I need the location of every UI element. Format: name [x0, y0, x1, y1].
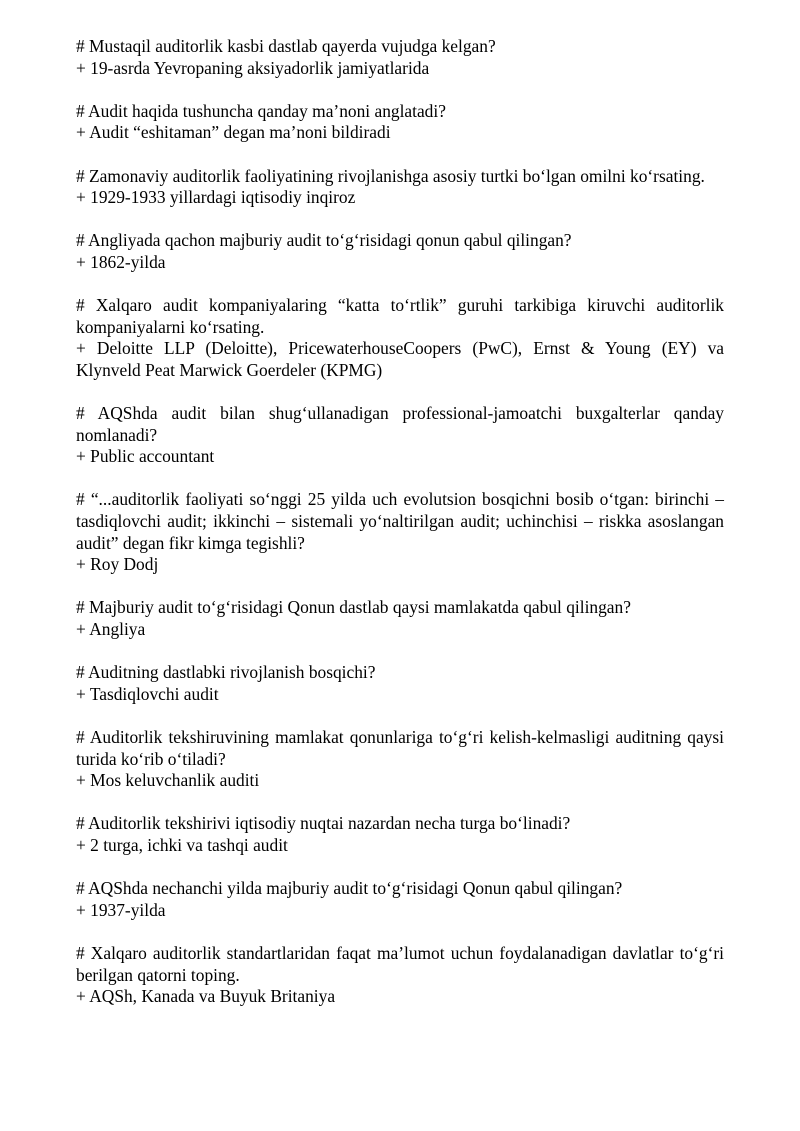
qa-item — [76, 295, 724, 381]
document-page — [76, 36, 724, 1029]
question-text: # Zamonaviy auditorlik faoliyatining rivojlanishga asosiy turtki bo‘lgan omilni ko‘rsating. — [76, 165, 705, 186]
qa-item — [76, 662, 724, 705]
question-text: # Majburiy audit to‘g‘risidagi Qonun dastlab qaysi mamlakatda qabul qilingan? — [76, 597, 631, 618]
question-text: # AQShda audit bilan shug‘ullanadigan professional-jamoatchi buxgalterlar qanday nomlanadi? — [76, 403, 724, 445]
answer-text: + AQSh, Kanada va Buyuk Britaniya — [76, 986, 336, 1007]
answer-text: + Public accountant — [76, 446, 215, 467]
answer-text: + 1862-yilda — [76, 251, 166, 272]
question-text: # Xalqaro auditorlik standartlaridan faqat ma’lumot uchun foydalanadigan davlatlar to‘g‘ri berilgan qatorni toping. — [76, 942, 724, 985]
answer-text: + Angliya — [76, 619, 146, 640]
answer-text: + 19-asrda Yevropaning aksiyadorlik jamiyatlarida — [76, 57, 430, 78]
question-text: # Mustaqil auditorlik kasbi dastlab qayerda vujudga kelgan? — [76, 36, 496, 56]
question-text: # Auditorlik tekshirivi iqtisodiy nuqtai nazardan necha turga bo‘linadi? — [76, 813, 571, 834]
qa-item — [76, 36, 724, 79]
answer-text: + Tasdiqlovchi audit — [76, 683, 219, 704]
qa-item — [76, 597, 724, 640]
question-text: # Xalqaro audit kompaniyalaring “katta to‘rtlik” guruhi tarkibiga kiruvchi auditorlik kompaniyalarni ko‘rsating. — [76, 295, 724, 337]
question-text: # Angliyada qachon majburiy audit to‘g‘risidagi qonun qabul qilingan? — [76, 230, 572, 251]
question-text: # Auditorlik tekshiruvining mamlakat qonunlariga to‘g‘ri kelish-kelmasligi auditning qaysi turida ko‘rib o‘tiladi? — [76, 727, 724, 769]
question-text: # Audit haqida tushuncha qanday ma’noni anglatadi? — [76, 100, 446, 121]
qa-item — [76, 101, 724, 144]
qa-item — [76, 813, 724, 856]
qa-item — [76, 230, 724, 273]
answer-text: + 1937-yilda — [76, 899, 166, 920]
answer-text: + Deloitte LLP (Deloitte), PricewaterhouseCoopers (PwC), Ernst & Young (EY) va Klynveld Peat Marwick Goerdeler (KPMG) — [76, 338, 724, 380]
answer-text: + Mos keluvchanlik auditi — [76, 770, 260, 791]
qa-item — [76, 403, 724, 468]
answer-text: + Audit “eshitaman” degan ma’noni bildiradi — [76, 122, 391, 143]
answer-text: + Roy Dodj — [76, 554, 159, 575]
answer-text: + 2 turga, ichki va tashqi audit — [76, 834, 288, 855]
qa-item — [76, 878, 724, 921]
qa-item — [76, 943, 724, 1008]
qa-item — [76, 727, 724, 792]
answer-text: + 1929-1933 yillardagi iqtisodiy inqiroz — [76, 187, 356, 208]
question-text: # AQShda nechanchi yilda majburiy audit to‘g‘risidagi Qonun qabul qilingan? — [76, 878, 623, 899]
question-text: # Auditning dastlabki rivojlanish bosqichi? — [76, 662, 376, 683]
qa-item — [76, 489, 724, 575]
qa-item — [76, 166, 724, 209]
question-text: # “...auditorlik faoliyati so‘nggi 25 yilda uch evolutsion bosqichni bosib o‘tgan: birinchi – tasdiqlovchi audit; ikkinchi – sistemali yo‘naltirilgan audit; uchinchisi – riskka asoslangan audit” degan fikr kimga tegishli? — [76, 489, 724, 553]
